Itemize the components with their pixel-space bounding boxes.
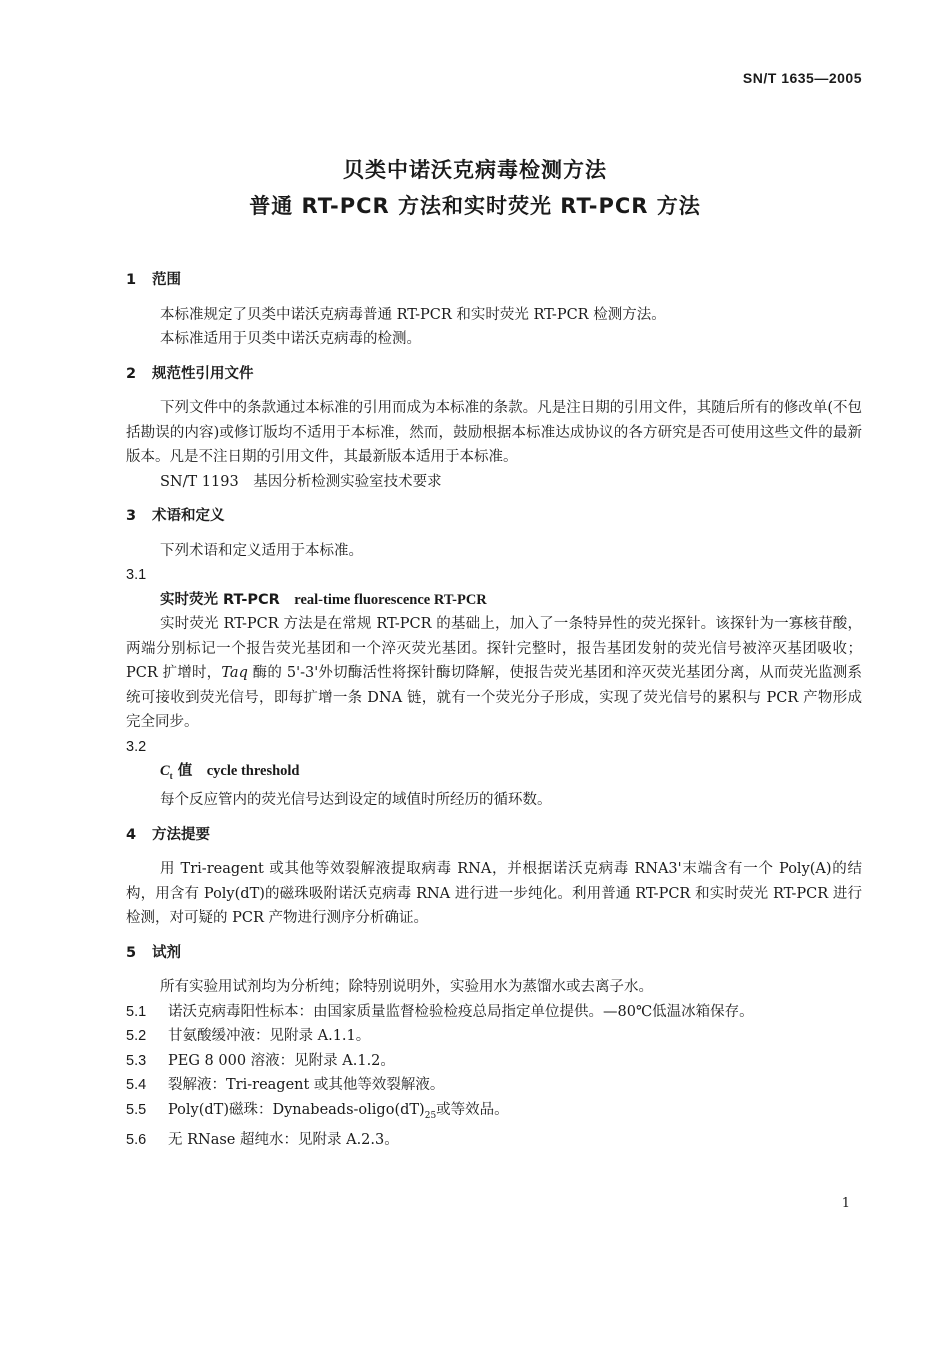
paragraph: 本标准适用于贝类中诺沃克病毒的检测。 bbox=[160, 331, 421, 347]
section-title: 术语和定义 bbox=[152, 508, 225, 524]
section-heading-normative-references bbox=[126, 362, 862, 387]
reagent-item: 5.4 裂解液：Tri-reagent 或其他等效裂解液。 bbox=[126, 1077, 445, 1094]
term-definition: 实时荧光 RT-PCR 方法是在常规 RT-PCR 的基础上，加入了一条特异性的荧光探针。该探针为一寡核苷酸，两端分别标记一个报告荧光基团和一个淬灭荧光基团。探针完整时，报告基团发射的荧光信号被淬灭基团吸收；PCR 扩增时，Taq 酶的 5'-3'外切酶活性将探针酶切降解，使报告荧光基团和淬灭荧光基团分离，从而荧光监测系统可接收到荧光信号，即每扩增一条 DNA 链，就有一个荧光分子形成，实现了荧光信号的累积与 PCR 产物形成完全同步。 bbox=[126, 616, 862, 730]
term-title bbox=[126, 588, 862, 613]
section-number: 2 bbox=[126, 365, 137, 382]
term-en: real-time fluorescence RT-PCR bbox=[294, 591, 487, 608]
section-heading-terms bbox=[126, 504, 862, 529]
doc-title-line2: 普通 RT-PCR 方法和实时荧光 RT-PCR 方法 bbox=[249, 194, 701, 218]
reagent-item: 5.6 无 RNase 超纯水：见附录 A.2.3。 bbox=[126, 1132, 399, 1149]
taq-italic: Taq bbox=[221, 665, 248, 681]
section-heading-scope bbox=[126, 268, 862, 293]
section-title: 范围 bbox=[152, 272, 181, 288]
reagent-item: 5.2 甘氨酸缓冲液：见附录 A.1.1。 bbox=[126, 1028, 371, 1045]
section-heading-reagents bbox=[126, 941, 862, 966]
reagent-item: 5.5 Poly(dT)磁珠：Dynabeads-$oligo(dT)_{25}$或等效品。 bbox=[126, 1101, 509, 1121]
doc-title-line1: 贝类中诺沃克病毒检测方法 bbox=[343, 158, 607, 182]
term-title: $C_t$ 值 cycle threshold bbox=[160, 763, 300, 781]
section-number: 1 bbox=[126, 272, 137, 288]
section-number: 3 bbox=[126, 508, 137, 524]
term-number: 3.2 bbox=[126, 738, 147, 755]
document-body bbox=[126, 268, 862, 1153]
term-zh: 实时荧光 RT-PCR bbox=[160, 591, 280, 608]
term-definition: 每个反应管内的荧光信号达到设定的域值时所经历的循环数。 bbox=[160, 792, 552, 809]
page-number: 1 bbox=[841, 1196, 850, 1211]
paragraph: 所有实验用试剂均为分析纯；除特别说明外，实验用水为蒸馏水或去离子水。 bbox=[160, 979, 653, 996]
section-title: 规范性引用文件 bbox=[152, 365, 254, 382]
section-heading-method-summary bbox=[126, 823, 862, 848]
reagent-item: 5.1 诺沃克病毒阳性标本：由国家质量监督检验检疫总局指定单位提供。—80℃低温冰箱保存。 bbox=[126, 1003, 754, 1020]
section-number: 5 bbox=[126, 944, 137, 961]
term-number: 3.1 bbox=[126, 567, 147, 583]
section-title: 试剂 bbox=[152, 944, 181, 961]
paragraph: 用 Tri-reagent 或其他等效裂解液提取病毒 RNA，并根据诺沃克病毒 RNA3'末端含有一个 Poly(A)的结构，用含有 Poly(dT)的磁珠吸附诺沃克病毒 RNA 进行进一步纯化。利用普通 RT-PCR 和实时荧光 RT-PCR 进行检测，对可疑的 PCR 产物进行测序分析确证。 bbox=[126, 861, 862, 927]
paragraph: 下列术语和定义适用于本标准。 bbox=[160, 542, 363, 559]
paragraph: 本标准规定了贝类中诺沃克病毒普通 RT-PCR 和实时荧光 RT-PCR 检测方法。 bbox=[160, 306, 666, 323]
standard-code: SN/T 1635—2005 bbox=[742, 70, 862, 86]
term-en: cycle threshold bbox=[206, 763, 300, 779]
paragraph: 下列文件中的条款通过本标准的引用而成为本标准的条款。凡是注日期的引用文件，其随后所有的修改单(不包括勘误的内容)或修订版均不适用于本标准，然而，鼓励根据本标准达成协议的各方研究是否可使用这些文件的最新版本。凡是不注日期的引用文件，其最新版本适用于本标准。 bbox=[126, 400, 862, 465]
section-number: 4 bbox=[126, 826, 137, 843]
reference-item: SN/T 1193 基因分析检测实验室技术要求 bbox=[160, 473, 442, 490]
section-title: 方法提要 bbox=[152, 826, 210, 843]
reagent-item: 5.3 PEG 8 000 溶液：见附录 A.1.2。 bbox=[126, 1052, 395, 1069]
